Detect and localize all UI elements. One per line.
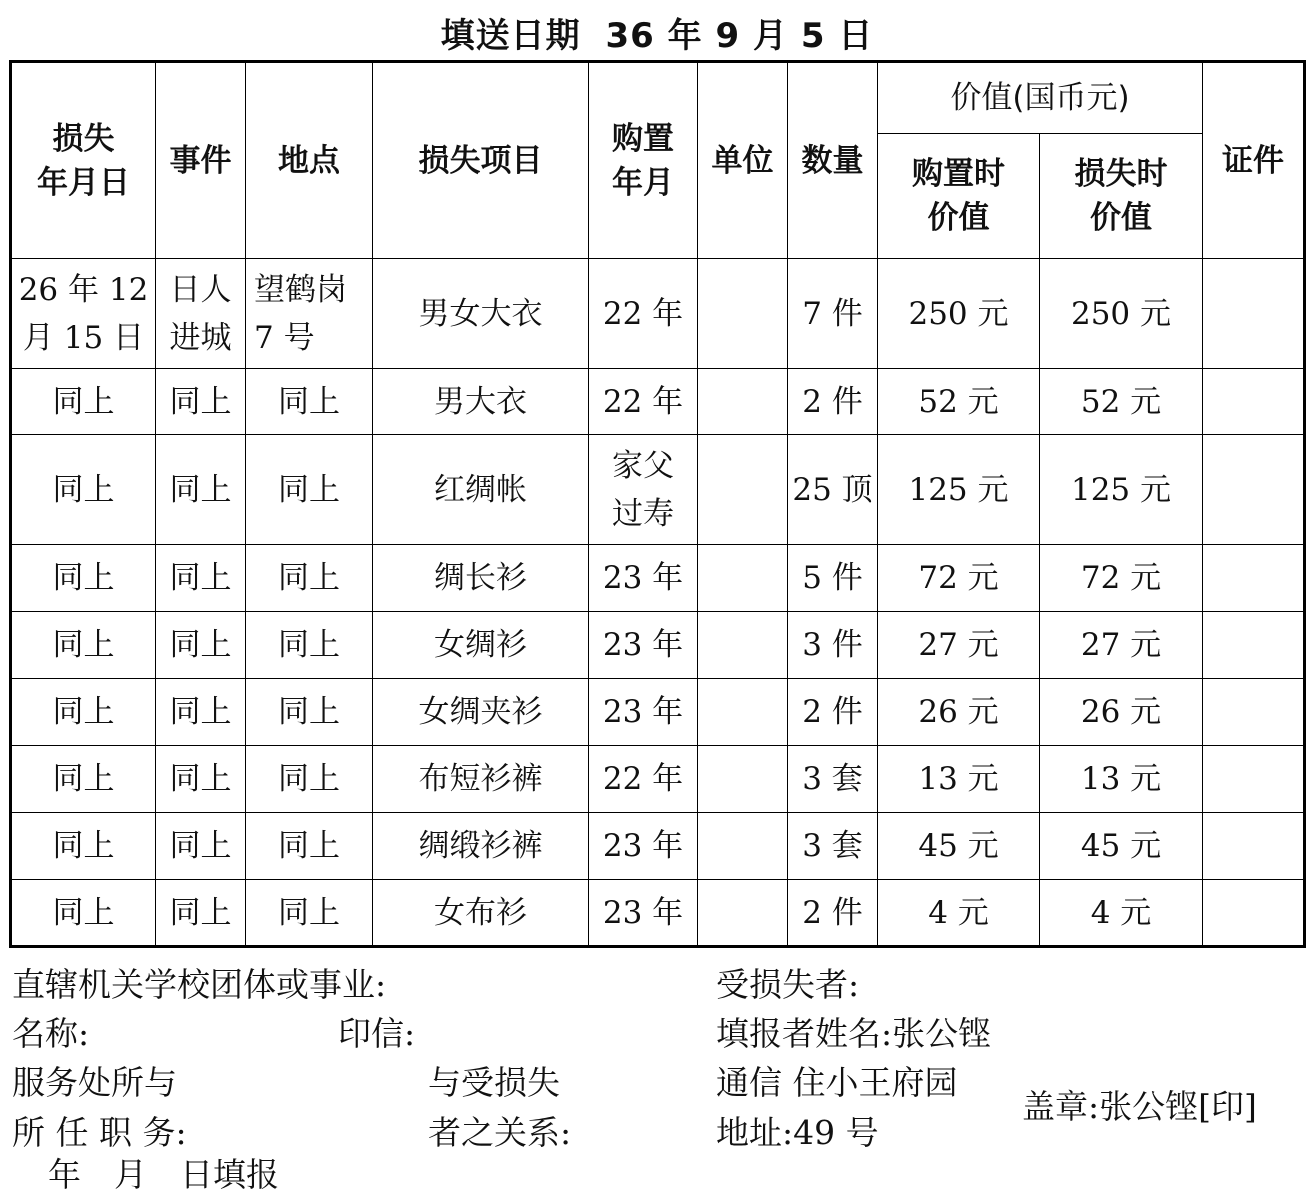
cell-loss-date: 同上 xyxy=(11,435,156,545)
cell-quantity: 2 件 xyxy=(788,679,878,746)
cell-unit xyxy=(698,545,788,612)
cell-unit xyxy=(698,435,788,545)
cell-unit xyxy=(698,880,788,947)
footer-seal-label: 印信: xyxy=(338,1014,416,1053)
cell-location: 同上 xyxy=(246,545,373,612)
cell-purchase-date: 23 年 xyxy=(589,813,698,880)
cell-value-loss: 4 元 xyxy=(1040,880,1203,947)
cell-location: 同上 xyxy=(246,746,373,813)
table-row xyxy=(11,813,1305,880)
cell-unit xyxy=(698,369,788,435)
cell-quantity: 25 顶 xyxy=(788,435,878,545)
col-loss-date: 损失 年月日 xyxy=(11,62,156,259)
footer-address-line1: 通信 住小王府园 xyxy=(716,1063,958,1102)
cell-value-loss: 125 元 xyxy=(1040,435,1203,545)
cell-event: 同上 xyxy=(156,369,246,435)
cell-value-purchase: 27 元 xyxy=(878,612,1040,679)
cell-purchase-date: 23 年 xyxy=(589,679,698,746)
cell-event: 同上 xyxy=(156,612,246,679)
cell-loss-date: 同上 xyxy=(11,612,156,679)
cell-event: 同上 xyxy=(156,435,246,545)
footer-address-line2: 地址:49 号 xyxy=(716,1113,879,1152)
cell-loss-date: 同上 xyxy=(11,369,156,435)
cell-certificate xyxy=(1203,813,1305,880)
col-certificate: 证件 xyxy=(1203,62,1305,259)
footer-service-line2: 所 任 职 务: xyxy=(12,1113,187,1152)
table-row xyxy=(11,545,1305,612)
cell-certificate xyxy=(1203,369,1305,435)
cell-value-loss: 13 元 xyxy=(1040,746,1203,813)
cell-event: 同上 xyxy=(156,545,246,612)
cell-value-purchase: 250 元 xyxy=(878,259,1040,369)
form-header xyxy=(0,8,1314,57)
cell-value-purchase: 45 元 xyxy=(878,813,1040,880)
cell-event: 同上 xyxy=(156,679,246,746)
cell-value-loss: 26 元 xyxy=(1040,679,1203,746)
cell-item: 女绸衫 xyxy=(373,612,589,679)
col-value-loss: 损失时 价值 xyxy=(1040,134,1203,259)
cell-quantity: 5 件 xyxy=(788,545,878,612)
cell-location: 同上 xyxy=(246,813,373,880)
cell-purchase-date: 22 年 xyxy=(589,746,698,813)
cell-loss-date: 同上 xyxy=(11,813,156,880)
cell-item: 女布衫 xyxy=(373,880,589,947)
cell-event: 同上 xyxy=(156,880,246,947)
cell-unit xyxy=(698,746,788,813)
cell-unit xyxy=(698,679,788,746)
cell-item: 绸缎衫裤 xyxy=(373,813,589,880)
cell-quantity: 3 套 xyxy=(788,746,878,813)
fill-date-value: 36 年 9 月 5 日 xyxy=(605,16,874,56)
cell-value-purchase: 4 元 xyxy=(878,880,1040,947)
cell-event: 同上 xyxy=(156,813,246,880)
table-row xyxy=(11,369,1305,435)
table-row xyxy=(11,746,1305,813)
cell-unit xyxy=(698,813,788,880)
cell-location: 同上 xyxy=(246,880,373,947)
col-event: 事件 xyxy=(156,62,246,259)
footer-org-label: 直辖机关学校团体或事业: xyxy=(12,965,387,1004)
cell-quantity: 3 件 xyxy=(788,612,878,679)
cell-unit xyxy=(698,612,788,679)
cell-purchase-date: 家父 过寿 xyxy=(589,435,698,545)
cell-quantity: 3 套 xyxy=(788,813,878,880)
cell-value-loss: 27 元 xyxy=(1040,612,1203,679)
footer-relation-line1: 与受损失 xyxy=(428,1063,560,1102)
cell-event: 日人 进城 xyxy=(156,259,246,369)
cell-value-purchase: 52 元 xyxy=(878,369,1040,435)
cell-value-purchase: 13 元 xyxy=(878,746,1040,813)
cell-item: 布短衫裤 xyxy=(373,746,589,813)
cell-quantity: 2 件 xyxy=(788,369,878,435)
cell-value-purchase: 72 元 xyxy=(878,545,1040,612)
cell-location: 同上 xyxy=(246,679,373,746)
cell-loss-date: 同上 xyxy=(11,679,156,746)
cell-loss-date: 同上 xyxy=(11,746,156,813)
cell-certificate xyxy=(1203,612,1305,679)
col-value-purchase: 购置时 价值 xyxy=(878,134,1040,259)
cell-event: 同上 xyxy=(156,746,246,813)
col-location: 地点 xyxy=(246,62,373,259)
cell-value-loss: 52 元 xyxy=(1040,369,1203,435)
col-purchase-date: 购置 年月 xyxy=(589,62,698,259)
col-value-group: 价值(国币元) xyxy=(878,62,1203,134)
cell-location: 望鹤岗 7 号 xyxy=(246,259,373,369)
cell-loss-date: 26 年 12 月 15 日 xyxy=(11,259,156,369)
footer-date-filled: 年 月 日填报 xyxy=(48,1155,279,1194)
cell-quantity: 7 件 xyxy=(788,259,878,369)
loss-report-table xyxy=(9,60,1306,948)
cell-purchase-date: 22 年 xyxy=(589,369,698,435)
footer-name-label: 名称: xyxy=(12,1014,90,1053)
cell-certificate xyxy=(1203,435,1305,545)
table-row xyxy=(11,435,1305,545)
cell-item: 绸长衫 xyxy=(373,545,589,612)
fill-date-label: 填送日期 xyxy=(440,16,581,56)
footer-relation-line2: 者之关系: xyxy=(428,1113,572,1152)
table-row xyxy=(11,612,1305,679)
table-row xyxy=(11,880,1305,947)
cell-item: 红绸帐 xyxy=(373,435,589,545)
cell-item: 男大衣 xyxy=(373,369,589,435)
cell-value-loss: 45 元 xyxy=(1040,813,1203,880)
footer-stamp: 盖章:张公铿[印] xyxy=(1022,1087,1257,1126)
col-item: 损失项目 xyxy=(373,62,589,259)
cell-location: 同上 xyxy=(246,612,373,679)
footer-victim-label: 受损失者: xyxy=(716,965,860,1004)
col-unit: 单位 xyxy=(698,62,788,259)
cell-certificate xyxy=(1203,679,1305,746)
cell-item: 女绸夹衫 xyxy=(373,679,589,746)
cell-location: 同上 xyxy=(246,369,373,435)
cell-unit xyxy=(698,259,788,369)
cell-value-loss: 250 元 xyxy=(1040,259,1203,369)
cell-certificate xyxy=(1203,259,1305,369)
cell-quantity: 2 件 xyxy=(788,880,878,947)
cell-purchase-date: 22 年 xyxy=(589,259,698,369)
footer-service-line1: 服务处所与 xyxy=(12,1063,177,1102)
cell-purchase-date: 23 年 xyxy=(589,545,698,612)
cell-value-purchase: 26 元 xyxy=(878,679,1040,746)
cell-loss-date: 同上 xyxy=(11,545,156,612)
cell-value-loss: 72 元 xyxy=(1040,545,1203,612)
cell-loss-date: 同上 xyxy=(11,880,156,947)
cell-purchase-date: 23 年 xyxy=(589,612,698,679)
table-row xyxy=(11,679,1305,746)
cell-certificate xyxy=(1203,880,1305,947)
cell-certificate xyxy=(1203,746,1305,813)
cell-purchase-date: 23 年 xyxy=(589,880,698,947)
col-quantity: 数量 xyxy=(788,62,878,259)
table-row xyxy=(11,259,1305,369)
cell-certificate xyxy=(1203,545,1305,612)
cell-value-purchase: 125 元 xyxy=(878,435,1040,545)
footer-filler-name: 填报者姓名:张公铿 xyxy=(716,1014,992,1053)
cell-location: 同上 xyxy=(246,435,373,545)
cell-item: 男女大衣 xyxy=(373,259,589,369)
